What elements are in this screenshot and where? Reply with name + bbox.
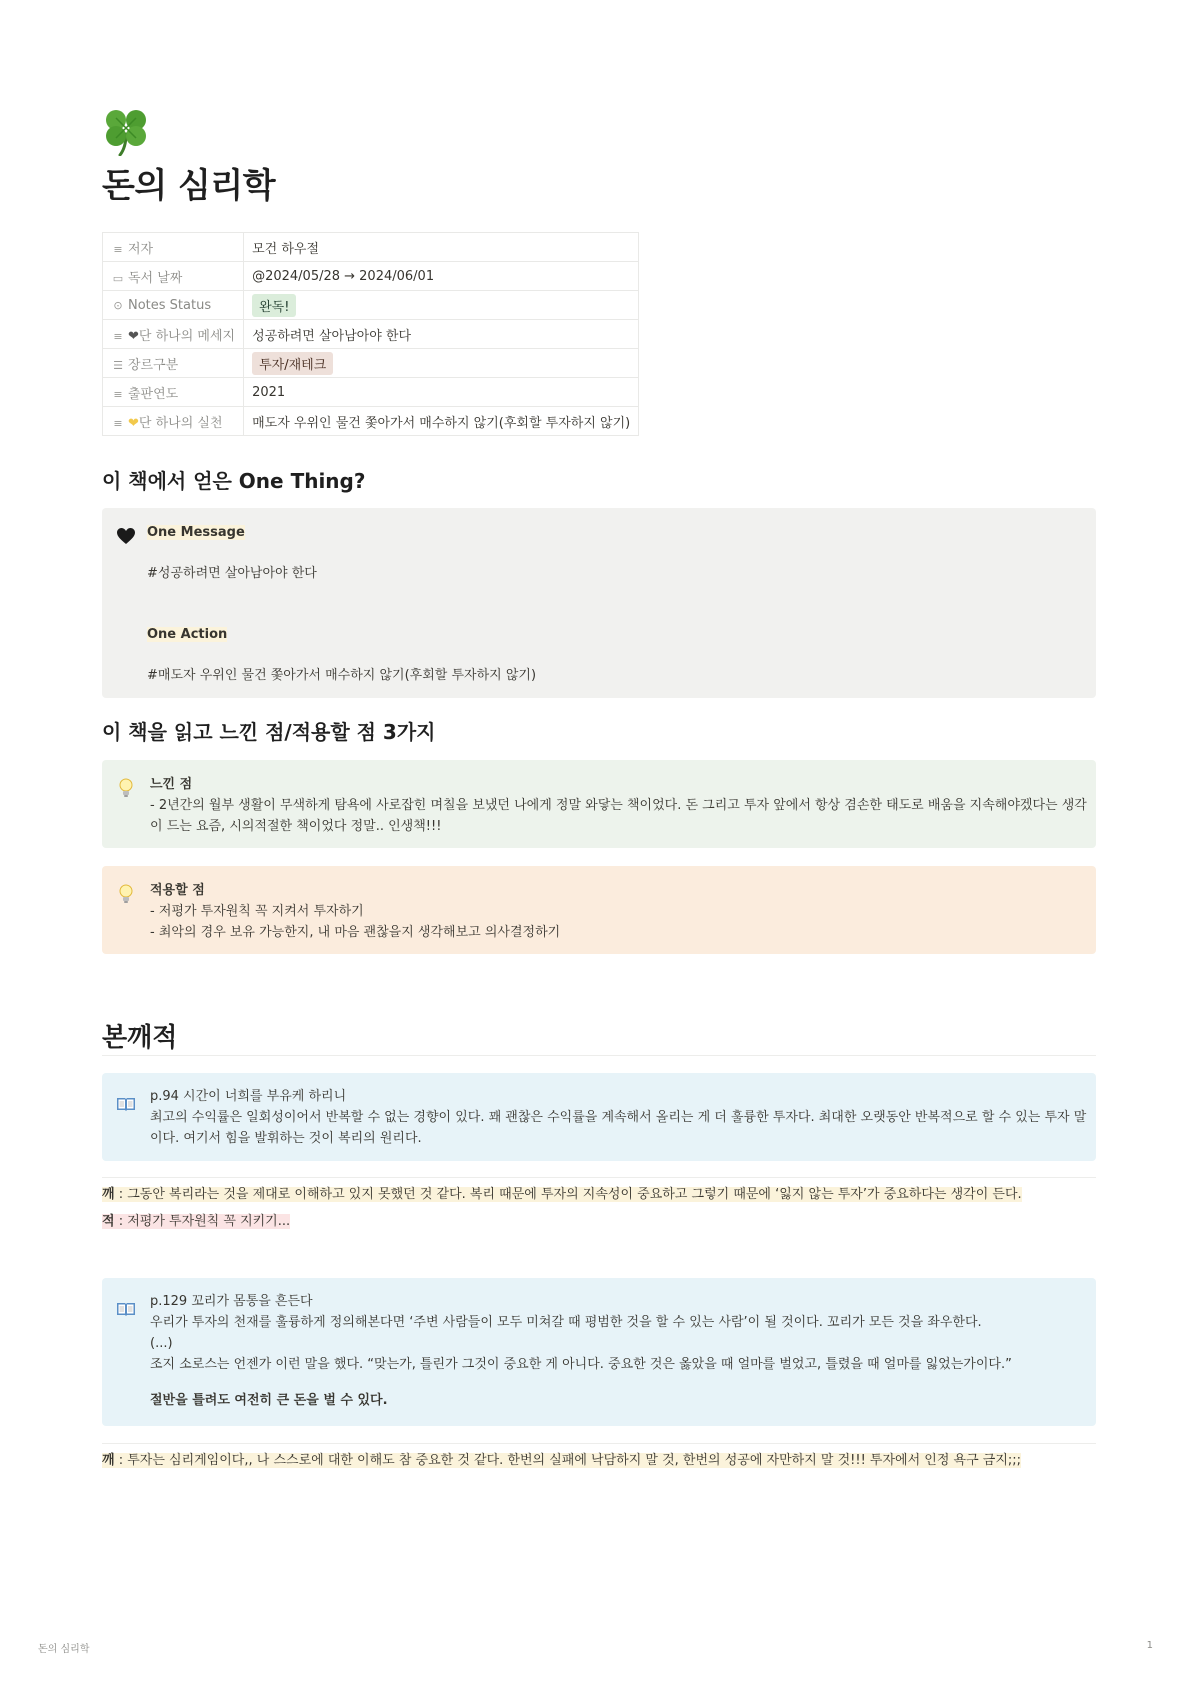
property-label: 단 하나의 메세지 xyxy=(138,328,236,344)
callout-one-thing xyxy=(102,508,1096,698)
quote-p129-line-2: (...) xyxy=(150,1336,173,1351)
quote-p129-title: p.129 꼬리가 몸통을 흔든다 xyxy=(150,1294,313,1309)
property-row-year xyxy=(103,378,639,407)
light-bulb-icon xyxy=(115,883,137,905)
kkae-text: : 투자는 심리게임이다,, 나 스스로에 대한 이해도 참 중요한 것 같다. 한번의 실패에 낙담하지 말 것, 한번의 성공에 자만하지 말 것!!! 투자에서 인정 욕구 금지;;; xyxy=(114,1453,1022,1468)
callout-quote-p94 xyxy=(102,1073,1096,1161)
property-row-date xyxy=(103,262,639,291)
one-message-label: One Message xyxy=(147,525,245,540)
open-book-icon xyxy=(115,1093,137,1115)
one-action-text: #매도자 우위인 물건 쫓아가서 매수하지 않기(후회할 투자하지 않기) xyxy=(147,668,537,683)
list-icon: ☰ xyxy=(113,358,123,372)
jeok-note-1 xyxy=(102,1212,290,1232)
text-lines-icon: ≡ xyxy=(113,242,123,256)
property-value[interactable]: 성공하려면 살아남아야 한다 xyxy=(244,320,639,349)
clover-icon xyxy=(102,104,150,156)
property-label: 저자 xyxy=(128,241,154,257)
black-heart-icon xyxy=(115,525,137,547)
property-label: 출판연도 xyxy=(128,386,179,402)
kkae-note-2 xyxy=(102,1451,1021,1471)
section-heading-three-points: 이 책을 읽고 느낀 점/적용할 점 3가지 xyxy=(102,720,436,744)
callout-quote-p129 xyxy=(102,1278,1096,1426)
property-value[interactable]: @2024/05/28 → 2024/06/01 xyxy=(244,262,639,291)
footer-document-title: 돈의 심리학 xyxy=(38,1644,90,1655)
property-row-status xyxy=(103,291,639,320)
quote-p129-bold-line: 절반을 틀려도 여전히 큰 돈을 벌 수 있다. xyxy=(150,1393,388,1408)
kkae-label: 깨 xyxy=(102,1187,115,1202)
section-heading-one-thing: 이 책에서 얻은 One Thing? xyxy=(102,469,366,493)
property-label: 독서 날짜 xyxy=(128,270,183,286)
quote-p94-title: p.94 시간이 너희를 부유케 하리니 xyxy=(150,1089,347,1104)
property-label: 단 하나의 실천 xyxy=(138,415,223,431)
apply-line-2: - 최악의 경우 보유 가능한지, 내 마음 괜찮을지 생각해보고 의사결정하기 xyxy=(150,925,561,940)
property-value[interactable]: 모건 하우절 xyxy=(244,233,639,262)
text-lines-icon: ≡ xyxy=(113,387,123,401)
property-value[interactable]: 매도자 우위인 물건 쫓아가서 매수하지 않기(후회할 투자하지 않기) xyxy=(244,407,639,436)
genre-tag[interactable]: 투자/재테크 xyxy=(252,352,333,375)
property-row-author xyxy=(103,233,639,262)
one-message-text: #성공하려면 살아남아야 한다 xyxy=(147,566,317,581)
callout-apply xyxy=(102,866,1096,954)
properties-table xyxy=(102,232,639,436)
kkae-label: 깨 xyxy=(102,1453,115,1468)
jeok-text: : 저평가 투자원칙 꼭 지키기... xyxy=(114,1214,291,1229)
black-heart-icon: ❤ xyxy=(128,328,139,344)
kkae-note-1 xyxy=(102,1185,1022,1205)
apply-title: 적용할 점 xyxy=(150,883,205,898)
divider xyxy=(102,1443,1096,1444)
text-lines-icon: ≡ xyxy=(113,416,123,430)
quote-p129-line-1: 우리가 투자의 천재를 훌륭하게 정의해본다면 ‘주변 사람들이 모두 미쳐갈 때 평범한 것을 할 수 있는 사람’이 될 것이다. 꼬리가 모든 것을 좌우한다. xyxy=(150,1315,982,1330)
property-row-genre xyxy=(103,349,639,378)
one-action-label: One Action xyxy=(147,627,228,642)
footer-page-number: 1 xyxy=(1146,1640,1153,1651)
text-lines-icon: ≡ xyxy=(113,329,123,343)
felt-line-1: - 2년간의 월부 생활이 무색하게 탐욕에 사로잡힌 며칠을 보냈던 나에게 정말 와닿는 책이었다. 돈 그리고 투자 앞에서 항상 겸손한 태도로 배움을 지속해야겠다는 생각 xyxy=(150,798,1087,813)
property-row-action xyxy=(103,407,639,436)
open-book-icon xyxy=(115,1298,137,1320)
kkae-text: : 그동안 복리라는 것을 제대로 이해하고 있지 못했던 것 같다. 복리 때문에 투자의 지속성이 중요하고 그렇기 때문에 ‘잃지 않는 투자’가 중요하다는 생각이 든다. xyxy=(114,1187,1022,1202)
property-label: Notes Status xyxy=(128,297,212,313)
divider xyxy=(102,1177,1096,1178)
apply-line-1: - 저평가 투자원칙 꼭 지켜서 투자하기 xyxy=(150,904,364,919)
property-value[interactable]: 2021 xyxy=(244,378,639,407)
felt-line-2: 이 드는 요즘, 시의적절한 책이었다 정말.. 인생책!!! xyxy=(150,819,442,834)
quote-p129-line-3: 조지 소로스는 언젠가 이런 말을 했다. “맞는가, 틀린가 그것이 중요한 게 아니다. 중요한 것은 옳았을 때 얼마를 벌었고, 틀렸을 때 얼마를 잃었는가이다.” xyxy=(150,1357,1012,1372)
section-heading-bonkkaejeok: 본깨적 xyxy=(102,1023,178,1053)
page-title: 돈의 심리학 xyxy=(102,166,276,206)
property-label: 장르구분 xyxy=(128,357,179,373)
status-tag[interactable]: 완독! xyxy=(252,294,296,317)
jeok-label: 적 xyxy=(102,1214,115,1229)
felt-title: 느낀 점 xyxy=(150,777,193,792)
calendar-icon: ▭ xyxy=(112,271,124,285)
callout-felt xyxy=(102,760,1096,848)
status-icon: ⊙ xyxy=(113,298,123,312)
divider xyxy=(102,1055,1096,1056)
property-row-message xyxy=(103,320,639,349)
quote-p94-line-1: 최고의 수익률은 일회성이어서 반복할 수 없는 경향이 있다. 꽤 괜찮은 수익률을 계속해서 올리는 게 더 훌륭한 투자다. 최대한 오랫동안 반복적으로 할 수 있는 투자 말 xyxy=(150,1110,1087,1125)
quote-p94-line-2: 이다. 여기서 힘을 발휘하는 것이 복리의 원리다. xyxy=(150,1131,422,1146)
yellow-heart-icon: ❤ xyxy=(128,415,139,431)
light-bulb-icon xyxy=(115,777,137,799)
